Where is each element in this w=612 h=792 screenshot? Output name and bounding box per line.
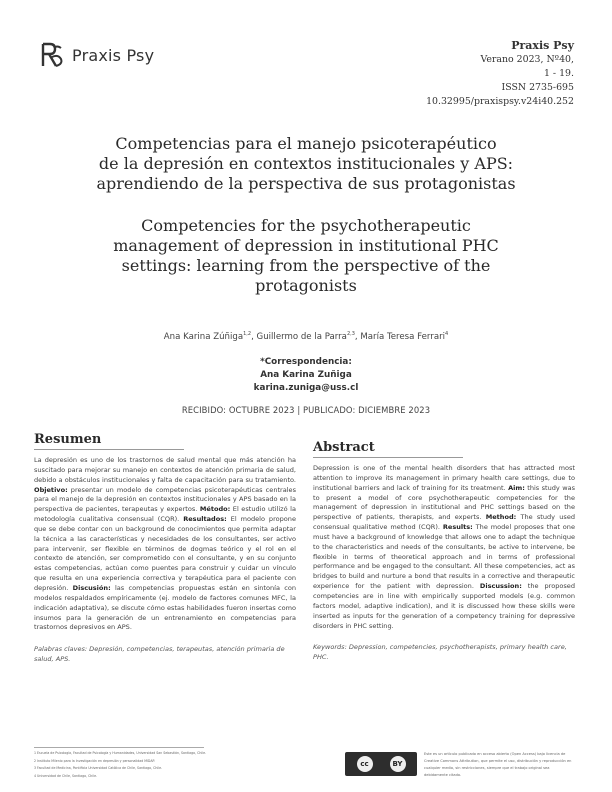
author-affiliation: 4 xyxy=(445,331,449,337)
attribution-icon: BY xyxy=(390,756,406,772)
author-name: Guillermo de la Parra xyxy=(256,331,347,342)
footnote: 2 Instituto Milenio para la Investigación en depresión y personalidad MIDAP. xyxy=(34,758,155,763)
keywords-label: Keywords: xyxy=(313,643,347,652)
author-separator: , xyxy=(354,331,361,342)
journal-pages: 1 - 19. xyxy=(543,68,574,79)
footnote: 1 Escuela de Psicología, Facultad de Psicología y Humanidades, Universidad San Sebastián, Santiago, Chile. xyxy=(34,751,207,755)
resumen-keywords xyxy=(34,645,296,665)
correspondence-name: Ana Karina Zuñiga xyxy=(260,370,352,380)
keywords-values: Depression, competencies, psychotherapists, primary health care, PHC. xyxy=(313,643,567,662)
journal-info xyxy=(426,38,574,109)
praxis-psy-logo-icon xyxy=(40,42,64,68)
logo-text: Praxis Psy xyxy=(72,45,155,65)
title-en-line: protagonists xyxy=(255,276,357,295)
abstract-results: The model proposes that one must have a background of knowledge that allows one to adapt the technique to the characteristics and needs of the consultants, be active to intervene, be flexible in terms of theoretical approach and in terms of professional performance and be engaged to the consultant. All these competencies, act as bridges to build and nurture a bond that results in a corrective and therapeutic experience for the patient with depression. xyxy=(313,523,575,591)
resumen-body xyxy=(34,456,296,633)
title-es-line: Competencias para el manejo psicoterapéutico xyxy=(115,134,497,153)
license-text: Este es un artículo publicado en acceso abierto (Open Access) bajo licencia de Creative Commons Attribution, que permite el uso, distribución y reproducción en cualquier medio, sin restricciones, siempre que el trabajo original sea debidamente citado. xyxy=(424,752,572,777)
resumen-intro: La depresión es uno de los trastornos de salud mental que más atención ha suscitado para mejorar su manejo en contextos de atención primaria de salud, debido a obstáculos institucionales y falta de capacitación para su tratamiento. xyxy=(34,456,296,484)
abstract-body xyxy=(313,464,575,631)
resumen-label-discusion: Discusión: xyxy=(72,583,111,592)
abstract-section xyxy=(313,432,575,663)
author-name: María Teresa Ferrari xyxy=(360,331,446,342)
abstract-label-aim: Aim: xyxy=(508,483,525,492)
footnote: 3 Facultad de Medicina, Pontificia Universidad Católica de Chile, Santiago, Chile. xyxy=(34,766,163,771)
resumen-heading: Resumen xyxy=(34,432,184,450)
author-affiliation: 2,3 xyxy=(346,331,355,337)
footnote-divider xyxy=(34,747,204,748)
abstract-discussion: the proposed competencies are in line with empirically supported models (e.g. common factors model, adaptive indication), and it is discussed how these skills were inserted as inputs for the generation of a competency training for depressive disorders in PHC setting. xyxy=(313,582,575,630)
title-es-line: aprendiendo de la perspectiva de sus protagonistas xyxy=(96,174,516,193)
correspondence xyxy=(40,356,572,395)
resumen-resultados: El modelo propone que se debe contar con un background de conocimientos que permita adaptar la técnica a las características y necesidades de los consultantes, ser activo para intervenir, ser flexible en términos de dogmas teórico y el rol en el contexto de atención, ser comprometido con el consultante, y en su conjunto estas competencias, actúan como puentes para construir y cuidar un vínculo que resulta en una experiencia correctiva y terapéutica para el paciente con depresión. xyxy=(34,515,296,592)
abstract-method: The study used consensual qualitative method (CQR). xyxy=(313,513,575,532)
resumen-label-metodo: Método: xyxy=(199,505,231,514)
journal-name: Praxis Psy xyxy=(511,39,574,52)
keywords-label: Palabras claves: xyxy=(34,645,88,654)
author-affiliation: 1,2 xyxy=(243,331,252,337)
title-en-line: settings: learning from the perspective of the xyxy=(121,256,491,275)
keywords-values: Depresión, competencias, terapeutas, atención primaria de salud, APS. xyxy=(34,645,285,664)
correspondence-label: *Correspondencia: xyxy=(260,357,352,367)
abstract-label-discussion: Discussion: xyxy=(479,582,522,591)
received-published-dates: RECIBIDO: OCTUBRE 2023 | PUBLICADO: DICIEMBRE 2023 xyxy=(181,405,431,415)
title-spanish xyxy=(40,134,572,194)
title-en-line: Competencies for the psychotherapeutic xyxy=(141,216,471,235)
abstract-intro: Depression is one of the mental health disorders that has attracted most attention to improve its management in primary health care settings, due to institutional barriers and lack of training for its treatment. xyxy=(313,464,575,492)
author-list xyxy=(40,331,572,342)
abstract-aim: this study was to present a model of core psychotherapeutic competencies for the management of depression in institutional and PHC settings based on the perspective of patients, therapists, and experts. xyxy=(313,483,576,522)
cc-icon: cc xyxy=(357,756,373,772)
title-english xyxy=(40,216,572,296)
journal-issue: Verano 2023, Nº40, xyxy=(480,54,574,65)
creative-commons-badge[interactable] xyxy=(345,752,417,776)
resumen-section xyxy=(34,432,296,665)
resumen-label-resultados: Resultados: xyxy=(183,515,227,524)
abstract-heading: Abstract xyxy=(313,440,463,458)
abstract-label-method: Method: xyxy=(485,513,517,522)
journal-logo xyxy=(40,42,154,68)
resumen-metodo: El estudio utilizó la metodología cualitativa consensual (CQR). xyxy=(34,505,296,524)
journal-issn: ISSN 2735-695 xyxy=(501,82,574,93)
title-en-line: management of depression in institutional PHC xyxy=(113,236,499,255)
abstract-keywords xyxy=(313,643,575,663)
resumen-discusion: las competencias propuestas están en sintonía con modelos respaldados empíricamente (ej. modelo de factores comunes MFC, la indicación adaptativa), se discute cómo estas habilidades fueron insertas como insumos para la generación de un entrenamiento en competencias para trastornos depresivos en APS. xyxy=(34,583,296,632)
author-name: Ana Karina Zúñiga xyxy=(163,331,244,342)
footnote: 4 Universidad de Chile, Santiago, Chile. xyxy=(34,773,98,778)
title-es-line: de la depresión en contextos institucionales y APS: xyxy=(98,154,514,173)
abstract-label-results: Results: xyxy=(442,523,473,532)
author-separator: , xyxy=(251,331,257,342)
journal-doi[interactable]: 10.32995/praxispsy.v24i40.252 xyxy=(426,96,574,107)
resumen-objetivo: presentar un modelo de competencias psicoterapéuticas centrales para el manejo de la depresión en contextos institucionales y APS basado en la perspectiva de pacientes, terapeutas y expertos. xyxy=(34,485,296,514)
correspondence-email[interactable]: karina.zuniga@uss.cl xyxy=(253,383,359,393)
affiliation-footnotes xyxy=(34,750,334,780)
resumen-label-objetivo: Objetivo: xyxy=(34,485,68,494)
